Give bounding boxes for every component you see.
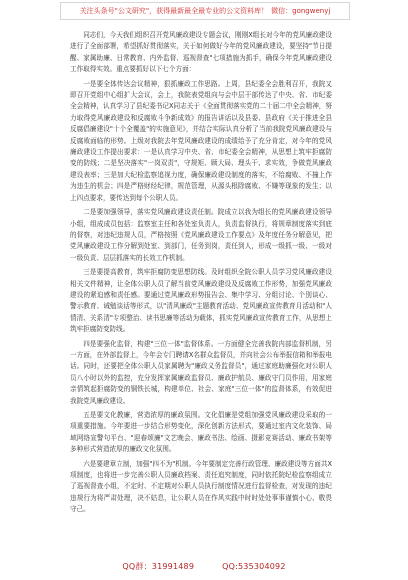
promo-banner-wechat: 微信：gongwenyj <box>271 7 331 15</box>
document-body <box>70 30 332 540</box>
paragraph-5: 五是要文化教廉，营造浓厚的廉政氛围。文化倡廉是党组加强党风廉政建设采取的一项重要措施。今年要进一步结合形势变化，深化创新方法形式，要通过室内文化装饰、局域网络宣警句平台、"迎春颂廉"文艺晚会、廉政书法、绘画、摄影竞赛活动、廉政书架等多种形式营造浓厚的廉政文化氛围。 <box>70 411 332 454</box>
paragraph-2: 二是要加强领导，落实党风廉政建设责任制。院成立以我为组长的党风廉政建设领导小组，组成成员包括：监察室主任和各处室负责人，负责监督执行，将规章制度落实到底的督察，对违纪违规人员，严格按照《党风廉政建设工作要点》及年度任务分解意见，把党风廉政建设工作分解到处室、到部门，任务到岗，责任到人，形成一级抓一级、一级对一级负责、层层抓落实的长效工作机制。 <box>70 208 332 262</box>
footer-qq-group: QQ群：31991489 <box>122 562 195 571</box>
footer-qq-number: QQ:535304092 <box>222 562 286 571</box>
promo-banner <box>60 2 350 20</box>
paragraph-6: 六是要建章立制，加强"四不为"机制。今年要制定完善行政管理、廉政建设等方面共X项制度，也将进一步完善公职人员廉政档案、责任追究制度，同时依托院纪检监察组成立了巡视督查小组，不定时、不定期对公职人员执行制度情况进行监督检查，对发现的违纪违规行为将严肃处理，决不姑息，让公职人员在作风实践中时时处处事事谨慎小心、敬畏守己。 <box>70 459 332 514</box>
paragraph-intro: 同志们，今天我们组织召开党风廉政建设专题会议，刚刚X组长对今年的党风廉政建设进行了全面部署，希望抓好贯彻落实，关于如何做好今年的党风廉政建设，要坚持"节日提醒、家属助廉、日常教育、内外监督、巡视督查"七项措施为抓手，确保今年党风廉政建设工作取得实效。重点要抓好以下七个方面： <box>70 31 332 74</box>
paragraph-1: 一是要全体传达会议精神，狠抓廉政工作思路。上周，县纪委全会胜利召开，我院又即召开党组中心组扩大会议，会上，我院表党组向与会中层干部传达了中央、省、市纪委全会精神，认真学习了县纪委书记X同志关于《全面贯彻落实党的二十届二中全会精神，努力取得党风廉政建设和反腐败斗争新成效》的报告讲话以及县委、县政府《关于推进全县反腐倡廉建设"十个全覆盖"的实施意见》，并结合实际认真分析了当前我院党风廉政建设与反腐败面临的形势。上级对我院去年党风廉政建设的成绩给予了充分肯定，对今年的党风廉政建设工作提出要求：一是认真学习中央、省、市纪委全会精神，从思想上筑牢拒腐防变的防线；二是坚决落实"一岗双责"，守规矩、顾大局、理头干、求实效，争做党风廉政建设表率；三是加大纪检监察追视力度，确保廉政建设制度的落实，不给腐败、不撞上作为违生的机会；四是严格财经纪律，规范管理，从源头根除腐败、不嫌等现象的发生；以上四点要求，要传达到每个公职人员。 <box>70 79 332 202</box>
paragraph-3: 三是要提高教育，筑牢拒腐防变思想防线。及时组织全院公职人员学习党风廉政建设相关文件精神，让全体公职人员了解当前党风廉政建设及反腐败工作形势，加强党风廉政建设的紧迫感和责任感。要通过党风廉政形势报告会、集中学习、分组讨论、个别谈心、警示教育、诫勉谈话等形式，以"清风廉政"主题教育活动、党风廉政宣传教育月活动和"人情清、关系清"专项整治、读书思廉等活动为载体，抓实党风廉政宣传教育工作，从思想上筑牢拒腐防变防线。 <box>70 268 332 334</box>
promo-banner-text: 关注头条号"公文研究"，获得最新最全最专业的公文资料库！ <box>79 7 269 15</box>
paragraph-4: 四是要强化监督，构建"三位一体"监督体系。一方面健全完善我院内部监督机制，另一方面，在外部监督上，今年会专门聘请X名群众监督员，并向社会公布举报信箱和举报电话。同时，还要把全体公职人员家属聘为"廉政义务监督员"，通过家庭助廉强化对公职人员八小时以外的监控，充分发挥家属廉政监督员、廉政护航员、廉政守门员作用，用家庭亲情筑起拒腐防变的铜铁长城，构建单位、社会、家庭"三位一体"的监督体系，有效促进我院党风廉政建设。 <box>70 339 332 405</box>
footer-contact <box>0 561 408 572</box>
